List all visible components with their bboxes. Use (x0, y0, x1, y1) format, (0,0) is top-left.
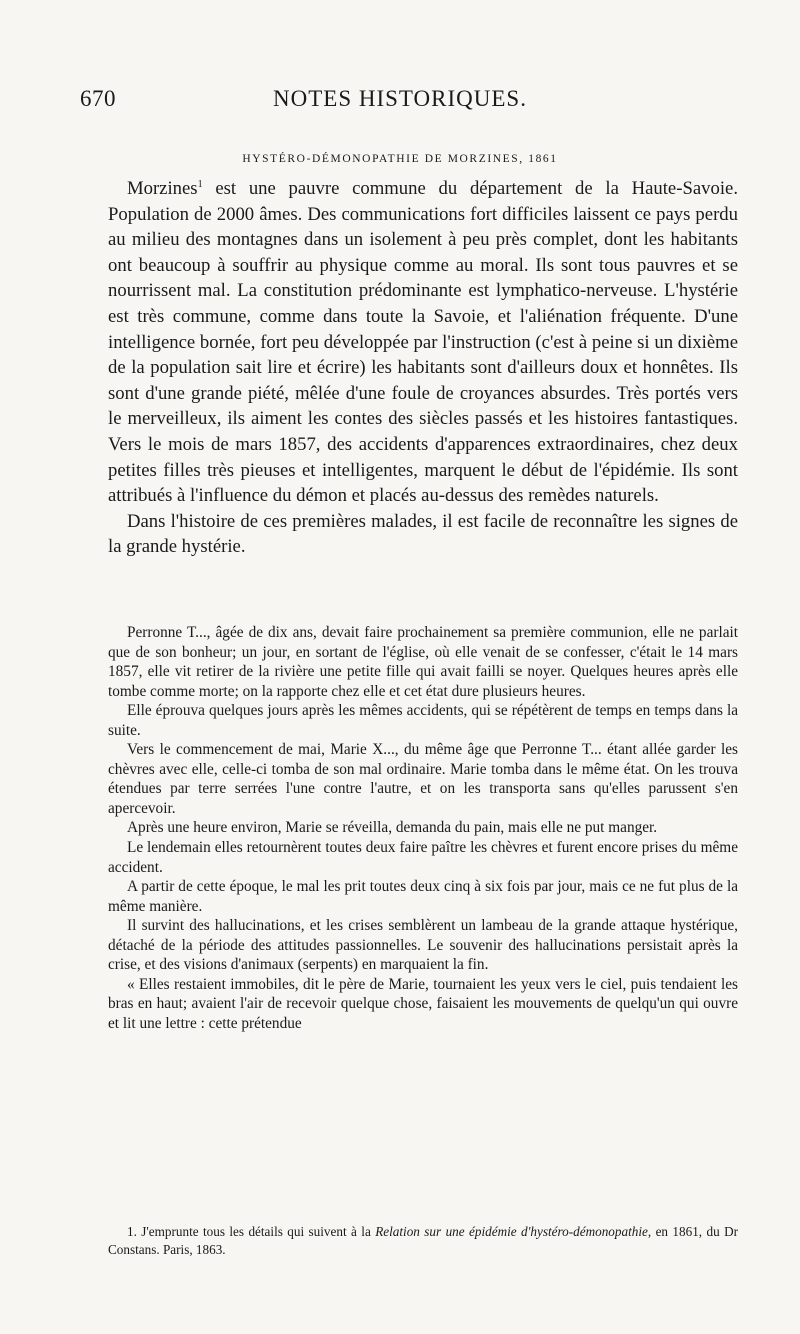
footnote-reference[interactable]: 1 (197, 178, 203, 190)
case-paragraph: Vers le commencement de mai, Marie X..., du même âge que Perronne T... étant allée garder les chèvres avec elle, celle-ci tomba de son mal ordinaire. Marie tomba dans le même état. On les trouva étendues par terre serrées l'une contre l'autre, et on les transporta sans qu'elles parussent s'en apercevoir. (108, 741, 738, 817)
paragraph-text: Dans l'histoire de ces premières malades, il est facile de reconnaître les signes de la grande hystérie. (108, 510, 738, 558)
case-paragraph: Perronne T..., âgée de dix ans, devait faire prochainement sa première communion, elle ne parlait que de son bonheur; un jour, en sortant de l'église, où elle venait de se confesser, c'était le 14 mars 1857, elle vit retirer de la rivière une petite fille qui avait failli se noyer. Quelques heures après elle tombe comme morte; on la rapporte chez elle et cet état dure plusieurs heures. (108, 624, 738, 700)
case-paragraph: A partir de cette époque, le mal les prit toutes deux cinq à six fois par jour, mais ce ne fut plus de la même manière. (108, 878, 738, 915)
running-head: NOTES HISTORIQUES. (273, 86, 527, 111)
case-paragraph: Le lendemain elles retournèrent toutes deux faire paître les chèvres et furent encore prises du même accident. (108, 839, 738, 876)
paragraph-text: est une pauvre commune du département de la Haute-Savoie. Population de 2000 âmes. Des communications fort difficiles laissent ce pays perdu au milieu des montagnes dans un isolement à peu près complet, dont les habitants ont beaucoup à souffrir au physique comme au moral. Ils sont tous pauvres et se nourrissent mal. La constitution prédominante est lymphatico-nerveuse. L'hystérie est très commune, comme dans toute la Savoie, et l'aliénation fréquente. D'une intelligence bornée, fort peu développée par l'instruction (c'est à peine si un dixième de la population sait lire et écrire) les habitants sont d'ailleurs doux et honnêtes. Ils sont d'une grande piété, mêlée d'une foule de croyances absurdes. Très portés vers le merveilleux, ils aiment les contes des siècles passés et les histoires fantastiques. Vers le mois de mars 1857, des accidents d'apparences extraordinaires, chez deux petites filles très pieuses et intelligentes, marquent le début de l'épidémie. Ils sont attribués à l'influence du démon et placés au-dessus des remèdes naturels. (108, 178, 738, 507)
case-paragraph: Il survint des hallucinations, et les crises semblèrent un lambeau de la grande attaque hystérique, détaché de la période des attitudes passionnelles. Le souvenir des hallucinations persistait après la crise, et des visions d'animaux (serpents) en marquaient la fin. (108, 917, 738, 974)
footnote-source-title: Relation sur une épidémie d'hystéro-démonopathie (375, 1224, 648, 1239)
case-paragraph: « Elles restaient immobiles, dit le père de Marie, tournaient les yeux vers le ciel, puis tendaient les bras en haut; avaient l'air de recevoir quelque chose, faisaient les mouvements de quelqu'un qui ouvre et lit une lettre : cette prétendue (108, 975, 738, 1032)
case-paragraph: Après une heure environ, Marie se réveilla, demanda du pain, mais elle ne put manger. (127, 819, 658, 837)
footnote-text: J'emprunte tous les détails qui suivent à la (136, 1224, 376, 1239)
main-text (108, 176, 738, 560)
footnote-text-end: , en 1861, du Dr Constans. Paris, 1863. (108, 1224, 739, 1257)
page-number: 670 (80, 86, 116, 111)
case-paragraph: Elle éprouva quelques jours après les mêmes accidents, qui se répétèrent de temps en temps dans la suite. (108, 702, 738, 739)
main-paragraph (108, 176, 738, 509)
section-heading: HYSTÉRO-DÉMONOPATHIE DE MORZINES, 1861 (242, 153, 558, 165)
main-paragraph (108, 509, 738, 560)
case-history (108, 623, 738, 1033)
footnote-number: 1. (127, 1224, 137, 1239)
footnote (108, 1223, 738, 1259)
paragraph-lead: Morzines (127, 178, 198, 199)
